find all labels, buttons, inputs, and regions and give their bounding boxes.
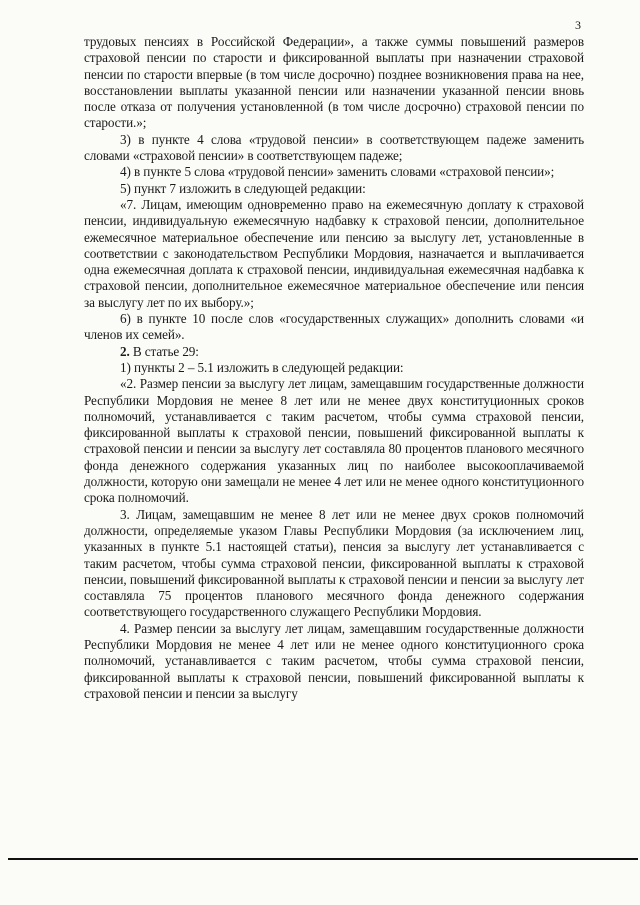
paragraph-point-7: «7. Лицам, имеющим одновременно право на ежемесячную доплату к страховой пенсии, индивидуальную ежемесячную надбавку к страховой пенсии, дополнительное ежемесячное материальное обеспечение или пенсию за выслугу лет, установленные в соответствии с законодательством Республики Мордовия, назначается и выплачивается одна ежемесячная доплата к страховой пенсии, индивидуальная ежемесячная надбавка к страховой пенсии, дополнительное ежемесячное материальное обеспечение или пенсия за выслугу лет по их выбору.»;: [84, 196, 584, 310]
paragraph-item-5: 5) пункт 7 изложить в следующей редакции:: [120, 180, 366, 196]
article-heading-text: В статье 29:: [132, 343, 199, 359]
paragraph-continuation: трудовых пенсиях в Российской Федерации», а также суммы повышений размеров страховой пенсии по старости и фиксированной выплаты при назначении страховой пенсии по старости впервые (в том числе досрочно) позднее возникновения права на нее, восстановлении выплаты указанной пенсии или назначении указанной пенсии вновь после отказа от получения установленной (в том числе досрочно) страховой пенсии по старости.»;: [84, 34, 584, 131]
paragraph-point-3: 3. Лицам, замещавшим не менее 8 лет или не менее двух сроков полномочий должности, определяемые указом Главы Республики Мордовия (за исключением лиц, указанных в пункте 5.1 настоящей статьи), пенсия за выслугу лет устанавливается с таким расчетом, чтобы сумма страховой пенсии, фиксированной выплаты к страховой пенсии, повышений фиксированной выплаты к страховой пенсии и пенсии за выслугу лет составляла 75 процентов планового месячного фонда денежного содержания соответствующего государственного служащего Республики Мордовия.: [84, 506, 584, 620]
paragraph-article-29: [84, 344, 584, 360]
document-body: [84, 34, 584, 702]
paragraph-points-2-5: 1) пункты 2 – 5.1 изложить в следующей редакции:: [120, 359, 404, 375]
paragraph-item-6: 6) в пункте 10 после слов «государственных служащих» дополнить словами «и членов их семей».: [84, 311, 584, 343]
article-number: 2.: [120, 343, 130, 359]
paragraph-point-4: 4. Размер пенсии за выслугу лет лицам, замещавшим государственные должности Республики Мордовия не менее 4 лет или не менее одного конституционного срока полномочий, устанавливается с таким расчетом, чтобы сумма страховой пенсии, фиксированной выплаты к страховой пенсии, повышений фиксированной выплаты к страховой пенсии и пенсии за выслугу: [84, 620, 584, 701]
bottom-rule: [8, 858, 638, 860]
paragraph-item-3: 3) в пункте 4 слова «трудовой пенсии» в соответствующем падеже заменить словами «страховой пенсии» в соответствующем падеже;: [84, 131, 584, 164]
paragraph-item-4: 4) в пункте 5 слова «трудовой пенсии» заменить словами «страховой пенсии»;: [120, 164, 555, 180]
paragraph-point-2: «2. Размер пенсии за выслугу лет лицам, замещавшим государственные должности Республики Мордовия не менее 8 лет или не менее двух конституционных сроков полномочий, устанавливается с таким расчетом, чтобы сумма страховой пенсии, фиксированной выплаты к страховой пенсии, повышений фиксированной выплаты к страховой пенсии и пенсии за выслугу лет составляла 80 процентов планового месячного фонда денежного содержания указанных лиц по наиболее высокооплачиваемой должности, которую они замещали не менее 4 лет или не менее одного конституционного срока полномочий.: [84, 376, 584, 506]
page-number: 3: [575, 18, 581, 32]
